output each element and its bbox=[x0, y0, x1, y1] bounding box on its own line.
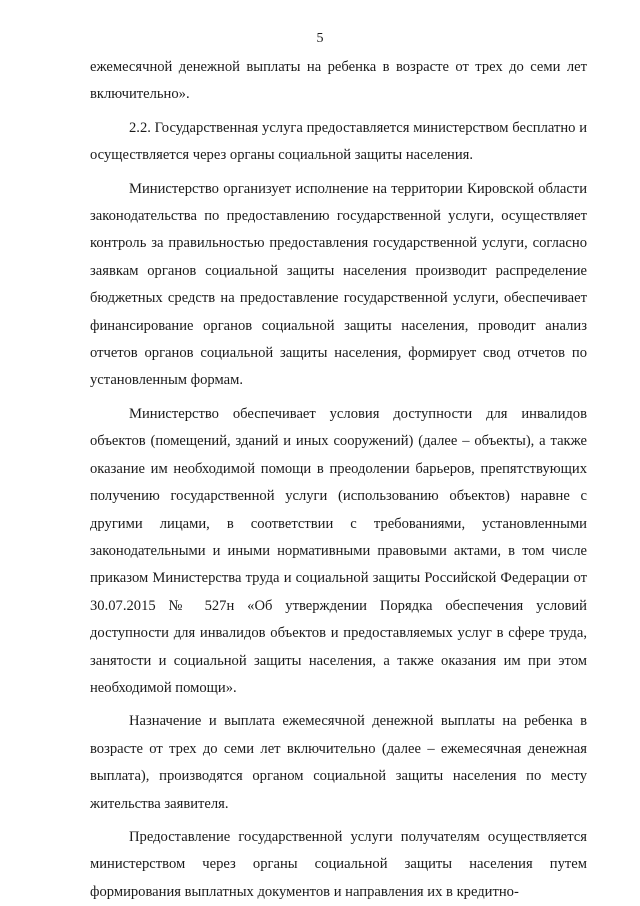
paragraph-ministry-organizes: Министерство организует исполнение на территории Кировской области законодательства по предоставлению государственной услуги, осуществляет контроль за правильностью предоставления государственной услуги, согласно заявкам органов социальной защиты населения производит распределение бюджетных средств на предоставление государственной услуги, обеспечивает финансирование органов социальной защиты населения, проводит анализ отчетов органов социальной защиты населения, формирует свод отчетов по установленным формам. bbox=[90, 180, 587, 389]
paragraph-continuation: ежемесячной денежной выплаты на ребенка в возрасте от трех до семи лет включительно». bbox=[90, 59, 587, 103]
paragraph-accessibility: Министерство обеспечивает условия доступности для инвалидов объектов (помещений, зданий и иных сооружений) (далее – объекты), а также оказание им необходимой помощи в преодолении барьеров, препятствующих получению государственной услуги (использованию объектов) наравне с другими лицами, в соответствии с требованиями, установленными законодательными и иными нормативными правовыми актами, в том числе приказом Министерства труда и социальной защиты Российской Федерации от 30.07.2015 № 527н «Об утверждении Порядка обеспечения условий доступности для инвалидов объектов и предоставляемых услуг в сфере труда, занятости и социальной защиты населения, а также оказания им при этом необходимой помощи». bbox=[90, 405, 587, 696]
document-body bbox=[90, 54, 587, 906]
paragraph-assignment-payment: Назначение и выплата ежемесячной денежной выплаты на ребенка в возрасте от трех до семи лет включительно (далее – ежемесячная денежная выплата), производятся органом социальной защиты населения по месту жительства заявителя. bbox=[90, 713, 587, 812]
paragraph-2-2-free-service: 2.2. Государственная услуга предоставляется министерством бесплатно и осуществляется через органы социальной защиты населения. bbox=[90, 119, 587, 164]
page-number: 5 bbox=[316, 31, 324, 46]
paragraph-service-provision: Предоставление государственной услуги получателям осуществляется министерством через органы социальной защиты населения путем формирования выплатных документов и направления их в кредитно- bbox=[90, 828, 587, 900]
